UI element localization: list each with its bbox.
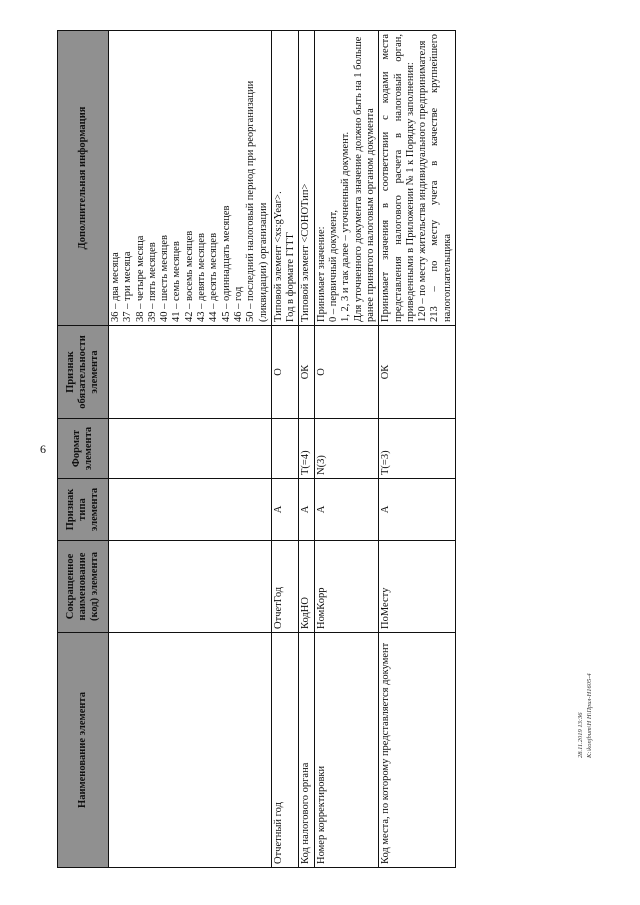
info-line: 44 – десять месяцев bbox=[208, 232, 220, 322]
info-line: 39 – пять месяцев bbox=[146, 242, 158, 322]
cell-code bbox=[109, 541, 272, 633]
elements-table bbox=[57, 30, 456, 868]
cell-name: Код места, по которому представляется документ bbox=[379, 633, 456, 868]
cell-type: А bbox=[299, 479, 314, 541]
info-line: 213 – по месту учета в качестве крупнейшего налогоплательщика bbox=[429, 34, 453, 322]
table-row bbox=[109, 31, 272, 868]
cell-code: НомКорр bbox=[314, 541, 378, 633]
cell-format: T(=4) bbox=[299, 419, 314, 479]
cell-code: КодНО bbox=[299, 541, 314, 633]
cell-code: ПоМесту bbox=[379, 541, 456, 633]
cell-type: А bbox=[379, 479, 456, 541]
info-line: 1, 2, 3 и так далее – уточненный документ. bbox=[340, 131, 352, 322]
table-row bbox=[299, 31, 314, 868]
info-line: Типовой элемент <СОНОТип> bbox=[300, 183, 312, 322]
cell-info bbox=[109, 31, 272, 326]
rotated-page-content bbox=[57, 31, 566, 868]
cell-info bbox=[314, 31, 378, 326]
header-element-name: Наименование элемента bbox=[58, 633, 109, 868]
cell-info bbox=[379, 31, 456, 326]
info-line: 37 – три месяца bbox=[122, 251, 134, 322]
cell-format: N(3) bbox=[314, 419, 378, 479]
cell-format bbox=[271, 419, 299, 479]
info-line: Принимает значения в соответствии с кодами места представления налогового расчета в налоговый орган, приведенными в Приложении № 1 к Порядку заполнения: bbox=[380, 34, 416, 322]
cell-name: Отчетный год bbox=[271, 633, 299, 868]
file-footer bbox=[576, 638, 600, 758]
cell-format: T(=3) bbox=[379, 419, 456, 479]
page-number: 6 bbox=[40, 442, 46, 456]
cell-required: О bbox=[271, 326, 299, 419]
cell-required bbox=[109, 326, 272, 419]
info-line: 40 – шесть месяцев bbox=[159, 235, 171, 322]
info-line: Год в формате ГГГГ bbox=[285, 232, 297, 322]
cell-type: А bbox=[271, 479, 299, 541]
cell-name: Код налогового органа bbox=[299, 633, 314, 868]
header-element-code: Сокращенное наименование (код) элемента bbox=[58, 541, 109, 633]
info-line: Типовой элемент <xs:gYear>. bbox=[272, 191, 284, 322]
info-line: 38 – четыре месяца bbox=[134, 235, 146, 322]
header-required-flag: Признак обязательности элемента bbox=[58, 326, 109, 419]
cell-type: А bbox=[314, 479, 378, 541]
cell-name bbox=[109, 633, 272, 868]
info-line: Принимает значение: bbox=[315, 226, 327, 322]
table-row bbox=[379, 31, 456, 868]
cell-type bbox=[109, 479, 272, 541]
cell-required: ОК bbox=[299, 326, 314, 419]
info-line: 42 – восемь месяцев bbox=[183, 230, 195, 322]
cell-format bbox=[109, 419, 272, 479]
cell-name: Номер корректировки bbox=[314, 633, 378, 868]
info-line: 41 – семь месяцев bbox=[171, 241, 183, 322]
header-element-format: Формат элемента bbox=[58, 419, 109, 479]
header-element-type: Признак типа элемента bbox=[58, 479, 109, 541]
info-line: 43 – девять месяцев bbox=[196, 233, 208, 322]
header-row bbox=[58, 31, 109, 868]
header-additional-info: Дополнительная информация bbox=[58, 31, 109, 326]
info-line: Для уточненного документа значение должно быть на 1 больше ранее принятого налоговым органом документа bbox=[352, 36, 376, 322]
footer-file-path: K:\konjbum\Н Н\Прил-Н1605-4 bbox=[586, 673, 593, 758]
info-line: 120 – по месту жительства индивидуального предпринимателя bbox=[417, 40, 429, 322]
info-line: 0 – первичный документ, bbox=[328, 209, 340, 322]
table-row bbox=[271, 31, 299, 868]
cell-required: О bbox=[314, 326, 378, 419]
info-line: 50 – последний налоговый период при реорганизации (ликвидации) организации bbox=[245, 80, 269, 322]
cell-required: ОК bbox=[379, 326, 456, 419]
cell-info bbox=[271, 31, 299, 326]
info-line: 46 – год bbox=[232, 286, 244, 322]
table-row bbox=[314, 31, 378, 868]
footer-timestamp: 28.11.2019 13:36 bbox=[577, 712, 584, 758]
cell-code: ОтчетГод bbox=[271, 541, 299, 633]
cell-info bbox=[299, 31, 314, 326]
info-line: 45 – одиннадцать месяцев bbox=[220, 205, 232, 322]
info-line: 36 – два месяца bbox=[110, 252, 121, 322]
